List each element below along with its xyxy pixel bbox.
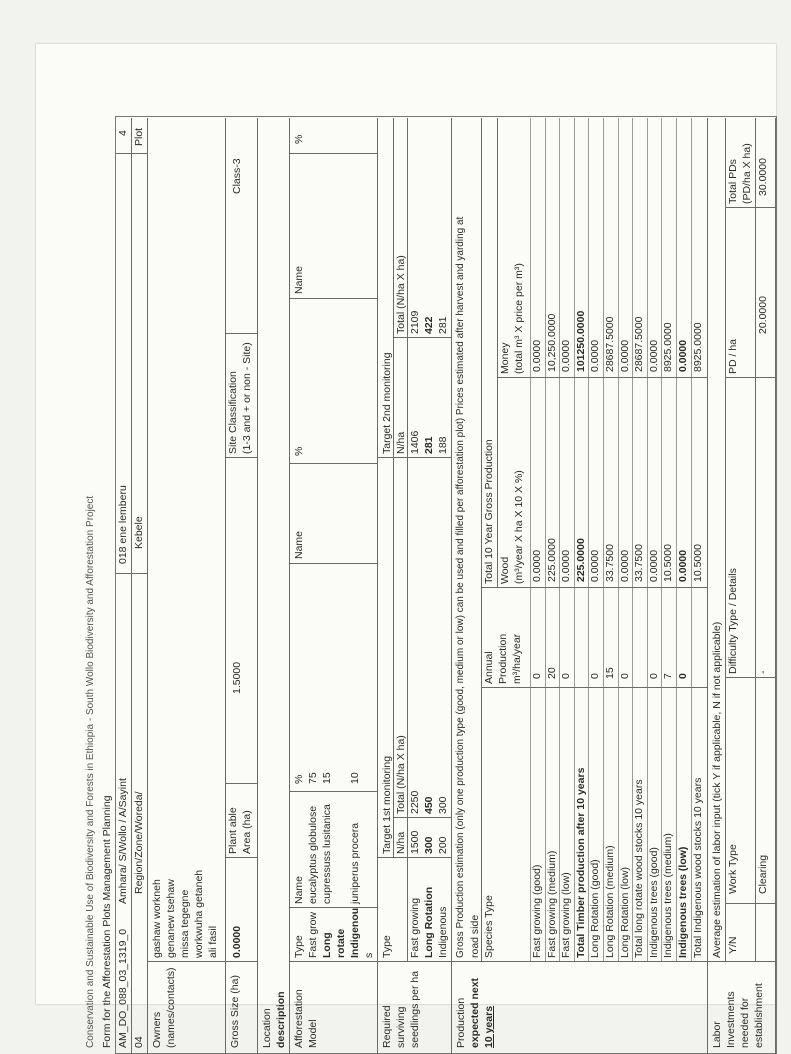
production-row-species: Total Timber production after 10 years (574, 767, 587, 958)
owners-sublabel: (names/contacts) (165, 967, 177, 1048)
production-row-wood: 33.7500 (633, 544, 646, 582)
model-row-type: rotate (335, 928, 347, 958)
production-row-wood: 0.0000 (560, 549, 573, 582)
plot-number: 4 (117, 130, 129, 136)
production-note-2: road side (469, 914, 481, 958)
production-row-wood: 10.5000 (691, 544, 704, 582)
production-row-wood: 225.0000 (545, 538, 558, 582)
afforestation-plan-form (81, 114, 791, 1054)
model-row-name: eucalyptus globulose (307, 805, 319, 904)
plantable-value: 1.5000 (231, 661, 243, 694)
production-row-wood: 0.0000 (647, 549, 660, 582)
production-row-annual: 7 (662, 673, 675, 679)
kebele-value: 018 ene lemberu (117, 485, 129, 564)
production-row-species: Long Rotation (medium) (604, 845, 616, 958)
production-col-annual-3: m³/ha/year (511, 633, 523, 684)
production-col-species: Species Type (483, 895, 495, 958)
production-row-species: Indigenous trees (good) (647, 847, 660, 958)
model-col-pct-2: % (293, 446, 305, 456)
seedlings-label-3: seedlings per ha (409, 970, 421, 1048)
plot-label: Plot (133, 127, 145, 146)
owner-name: genanew tsehaw (165, 879, 177, 958)
production-col-wood-2: (m³/year X ha X 10 X %) (513, 470, 525, 584)
labor-row-work: Clearing (757, 854, 769, 894)
labor-label-3: needed for (739, 997, 751, 1048)
model-col-pct-3: % (293, 134, 305, 144)
second-monitoring-title: Target 2nd monitoring (381, 352, 393, 454)
production-row-money: 10,250.0000 (545, 313, 558, 372)
production-row-annual: 20 (545, 667, 558, 679)
second-col-nha: N/ha (395, 431, 407, 454)
seedlings-col-type: Type (381, 935, 393, 958)
gross-size-value: 0.0000 (231, 925, 243, 958)
model-col-type: Type (293, 935, 305, 958)
seedling-row-n1: 200 (437, 836, 449, 854)
owner-name: workwuha getaneh (193, 869, 205, 958)
production-row-money: 8925.0000 (662, 322, 675, 372)
production-row-wood: 10.5000 (662, 544, 675, 582)
seedling-row-n2: 188 (437, 436, 449, 454)
gross-size-label: Gross Size (ha) (229, 975, 241, 1048)
production-row-money: 28687.5000 (604, 316, 616, 372)
production-col-money-2: (total m³ X price per m³) (513, 263, 525, 374)
production-row-annual: 15 (604, 667, 616, 679)
first-col-nha: N/ha (395, 831, 407, 854)
kebele-label: Kebele (133, 516, 145, 549)
first-col-total: Total (N/ha X ha) (395, 735, 407, 814)
production-row-money: 0.0000 (531, 339, 543, 372)
production-label-3: 10 years (483, 1005, 495, 1048)
labor-label-2: Investments (725, 991, 737, 1048)
owner-name: missa tegegne (179, 889, 191, 958)
model-row-pct: 15 (321, 772, 333, 784)
site-classification-sublabel: (1-3 and + or non - Site) (241, 342, 253, 454)
production-col-annual: Annual (483, 651, 495, 684)
production-row-wood: 225.0000 (574, 538, 587, 582)
production-row-money: 8925.0000 (691, 322, 704, 372)
location-sublabel: description (275, 991, 287, 1048)
production-row-money: 0.0000 (618, 339, 631, 372)
model-col-pct: % (293, 774, 305, 784)
seedling-row-n2: 281 (423, 436, 435, 454)
production-row-money: 0.0000 (589, 339, 602, 372)
production-col-wood: Wood (499, 556, 511, 584)
production-row-money: 101250.0000 (574, 310, 587, 372)
model-row-name: juniperus procera (349, 822, 361, 904)
production-row-annual: 0 (618, 673, 631, 679)
labor-col-yn: Y/N (727, 936, 739, 954)
production-row-annual: 0 (589, 673, 602, 679)
labor-row-difficulty: - (757, 670, 769, 674)
seedling-row-t2: 2109 (409, 310, 421, 334)
production-row-money: 0.0000 (647, 339, 660, 372)
seedling-row-n2: 1406 (409, 430, 421, 454)
production-row-wood: 0.0000 (531, 549, 543, 582)
model-row-type: Long (321, 932, 333, 958)
plantable-sublabel: Area (ha) (241, 810, 253, 854)
production-row-species: Fast growing (medium) (545, 850, 558, 958)
production-row-wood: 0.0000 (589, 549, 602, 582)
production-row-annual: 0 (531, 673, 543, 679)
production-row-annual: 0 (677, 673, 689, 679)
labor-label: Labor (711, 1021, 723, 1048)
production-row-wood: 0.0000 (618, 549, 631, 582)
owner-name: ali fasil (207, 925, 219, 958)
production-row-money: 0.0000 (560, 339, 573, 372)
model-col-name-2: Name (293, 530, 305, 559)
form-title: Form for the Afforestation Plots Management Planning (101, 795, 113, 1048)
model-row-type: Indigenou (349, 907, 361, 958)
labor-col-total-2: (PD/ha X ha) (741, 143, 753, 204)
labor-note: Average estimation of labor input (tick Y if applicable, N if not applicable) (711, 621, 723, 958)
labor-col-pd: PD / ha (727, 338, 739, 374)
labor-row-total: 30.0000 (757, 158, 769, 196)
production-col-total: Total 10 Year Gross Production (483, 439, 495, 584)
code-suffix: 04 (133, 1036, 145, 1048)
production-row-species: Fast growing (good) (531, 864, 543, 958)
seedling-row-t2: 281 (437, 316, 449, 334)
afforestation-model-label: Afforestation (293, 989, 305, 1048)
model-row-type: s (363, 952, 375, 958)
production-row-money: 0.0000 (677, 339, 689, 372)
seedling-row-t1: 450 (423, 796, 435, 814)
project-title: Conservation and Sustainable Use of Biodiversity and Forests in Ethiopia - South Wollo Biodiversity and Afforestation Project (85, 495, 96, 1048)
seedling-row-t1: 2250 (409, 790, 421, 814)
production-row-wood: 33.7500 (604, 544, 616, 582)
owners-label: Owners (151, 1011, 163, 1048)
location-label: Location (261, 1008, 273, 1048)
afforestation-model-sublabel: Model (307, 1019, 319, 1048)
seedling-row-n1: 300 (423, 836, 435, 854)
production-row-species: Total Indigenous wood stocks 10 years (691, 777, 704, 958)
production-row-species: Indigenous trees (medium) (662, 833, 675, 958)
seedling-row-n1: 1500 (409, 830, 421, 854)
site-classification-value: Class-3 (231, 158, 243, 194)
seedling-row-t1: 300 (437, 796, 449, 814)
seedlings-label: Required (381, 1005, 393, 1048)
seedling-row-type: Long Rotation (423, 886, 435, 958)
seedling-row-type: Fast growing (409, 897, 421, 958)
production-label: Production (455, 997, 467, 1048)
labor-col-difficulty: Difficulty Type / Details (727, 568, 739, 674)
seedling-row-t2: 422 (423, 316, 435, 334)
production-note: Gross Production estimation (only one production type (good, medium or low) can be used and filled per afforestation plot) Prices estimated after harvest and yarding at (455, 216, 466, 958)
model-row-type: Fast grow (307, 911, 319, 958)
plot-code: AM_DO_088_03_1319_0 (117, 928, 129, 1048)
labor-col-work: Work Type (727, 844, 739, 894)
production-row-annual: 0 (647, 673, 660, 679)
labor-col-total: Total PDs (727, 159, 739, 204)
site-classification-label: Site Classification (227, 371, 239, 454)
production-row-species: Total long rotate wood stocks 10 years (633, 779, 646, 958)
seedlings-label-2: surviving (395, 1006, 407, 1048)
plantable-label: Plant able (227, 807, 239, 854)
region-label: Region/Zone/Woreda/ (133, 791, 145, 894)
region-value: Amhara/ S/Wollo / A/Sayint (117, 778, 129, 904)
seedling-row-type: Indigenous (437, 906, 449, 958)
model-row-pct: 75 (307, 772, 319, 784)
model-row-name: cupressuss lusitanica (321, 804, 333, 904)
production-col-money: Money (499, 342, 511, 374)
second-col-total: Total (N/ha X ha) (395, 255, 407, 334)
production-row-species: Long Rotation (good) (589, 859, 602, 958)
document-page (36, 44, 776, 1048)
production-col-annual-2: Production (497, 633, 509, 684)
model-col-name: Name (293, 875, 305, 904)
production-row-species: Fast growing (low) (560, 872, 573, 958)
owner-name: gashaw workneh (151, 879, 163, 958)
first-monitoring-title: Target 1st monitoring (381, 755, 393, 854)
production-row-money: 28687.5000 (633, 316, 646, 372)
production-row-annual: 0 (560, 673, 573, 679)
labor-label-4: establishment (753, 983, 765, 1048)
labor-row-pd: 20.0000 (757, 296, 769, 334)
production-row-wood: 0.0000 (677, 549, 689, 582)
production-row-species: Indigenous trees (low) (677, 846, 689, 958)
model-col-name-3: Name (293, 265, 305, 294)
production-label-2: expected next (469, 977, 481, 1048)
production-row-species: Long Rotation (low) (618, 866, 631, 958)
model-row-pct: 10 (349, 772, 361, 784)
